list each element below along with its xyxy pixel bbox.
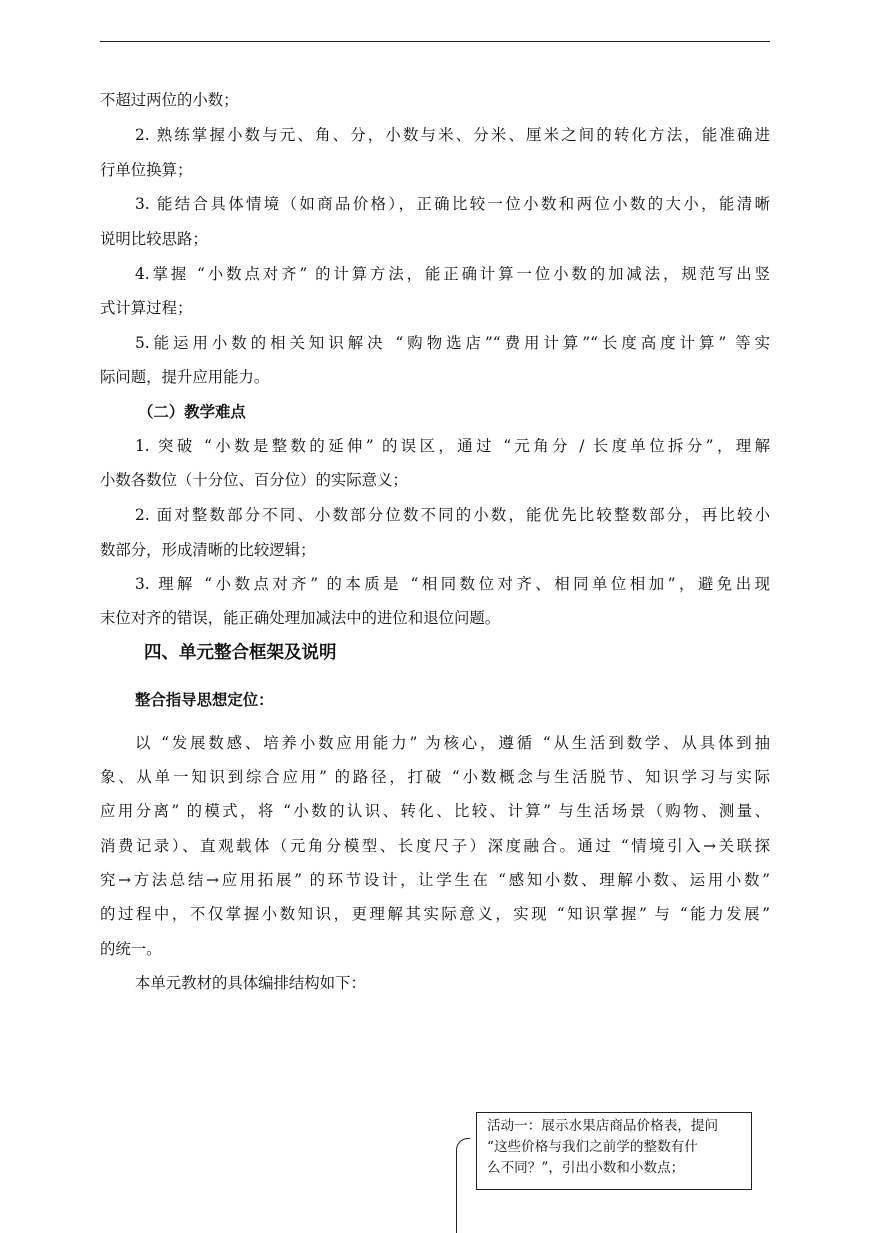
guide-paragraph-line: 究→方法总结→应用拓展” 的环节设计，让学生在 “感知小数、理解小数、运用小数” bbox=[100, 871, 770, 889]
guide-paragraph-line: 象、从单一知识到综合应用” 的路径，打破 “小数概念与生活脱节、知识学习与实际 bbox=[100, 768, 770, 786]
paragraph-line: 不超过两位的小数； bbox=[100, 91, 239, 109]
activity-box-line: 活动一：展示水果店商品价格表，提问 bbox=[487, 1118, 719, 1134]
difficulty-item-1: 1. 突破 “小数是整数的延伸” 的误区，通过 “元角分 / 长度单位拆分”，理解 bbox=[135, 437, 770, 455]
guide-paragraph-line: 消费记录）、直观载体（元角分模型、长度尺子）深度融合。通过 “情境引入→关联探 bbox=[100, 837, 770, 855]
guide-paragraph-line: 的过程中，不仅掌握小数知识，更理解其实际意义，实现 “知识掌握” 与 “能力发展” bbox=[100, 905, 770, 923]
section-heading: 四、单元整合框架及说明 bbox=[144, 643, 337, 663]
objective-item-4-cont: 式计算过程； bbox=[100, 299, 193, 317]
objective-item-2-cont: 行单位换算； bbox=[100, 161, 193, 179]
difficulty-item-3: 3. 理解 “小数点对齐” 的本质是 “相同数位对齐、相同单位相加”，避免出现 bbox=[135, 575, 770, 593]
header-rule bbox=[100, 41, 770, 42]
objective-item-3: 3. 能结合具体情境（如商品价格），正确比较一位小数和两位小数的大小，能清晰 bbox=[135, 195, 770, 213]
sub-heading-difficulties: （二）教学难点 bbox=[138, 403, 246, 421]
activity-box-line: 么不同？”，引出小数和小数点； bbox=[487, 1160, 685, 1176]
structure-intro: 本单元教材的具体编排结构如下： bbox=[135, 974, 366, 992]
objective-item-4: 4.掌握 “小数点对齐” 的计算方法，能正确计算一位小数的加减法，规范写出竖 bbox=[135, 265, 770, 283]
guide-paragraph-line: 应用分离” 的模式，将 “小数的认识、转化、比较、计算” 与生活场景（购物、测量、 bbox=[100, 802, 770, 820]
difficulty-item-1-cont: 小数各数位（十分位、百分位）的实际意义； bbox=[100, 471, 408, 489]
difficulty-item-3-cont: 末位对齐的错误，能正确处理加减法中的进位和退位问题。 bbox=[100, 609, 501, 627]
activity-box-line: “这些价格与我们之前学的整数有什 bbox=[487, 1139, 698, 1155]
guide-heading: 整合指导思想定位： bbox=[135, 691, 274, 709]
objective-item-2: 2. 熟练掌握小数与元、角、分，小数与米、分米、厘米之间的转化方法，能准确进 bbox=[135, 126, 770, 144]
objective-item-5-cont: 际问题，提升应用能力。 bbox=[100, 368, 270, 386]
guide-paragraph-line: 以 “发展数感、培养小数应用能力” 为核心，遵循 “从生活到数学、从具体到抽 bbox=[135, 734, 770, 752]
objective-item-3-cont: 说明比较思路； bbox=[100, 230, 208, 248]
objective-item-5: 5.能运用小数的相关知识解决 “购物选店”“费用计算”“长度高度计算” 等实 bbox=[135, 334, 770, 352]
difficulty-item-2-cont: 数部分，形成清晰的比较逻辑； bbox=[100, 541, 316, 559]
activity-box-1 bbox=[476, 1112, 752, 1190]
difficulty-item-2: 2. 面对整数部分不同、小数部分位数不同的小数，能优先比较整数部分，再比较小 bbox=[135, 506, 770, 524]
guide-paragraph-line: 的统一。 bbox=[100, 940, 162, 958]
diagram-connector bbox=[456, 1138, 470, 1233]
